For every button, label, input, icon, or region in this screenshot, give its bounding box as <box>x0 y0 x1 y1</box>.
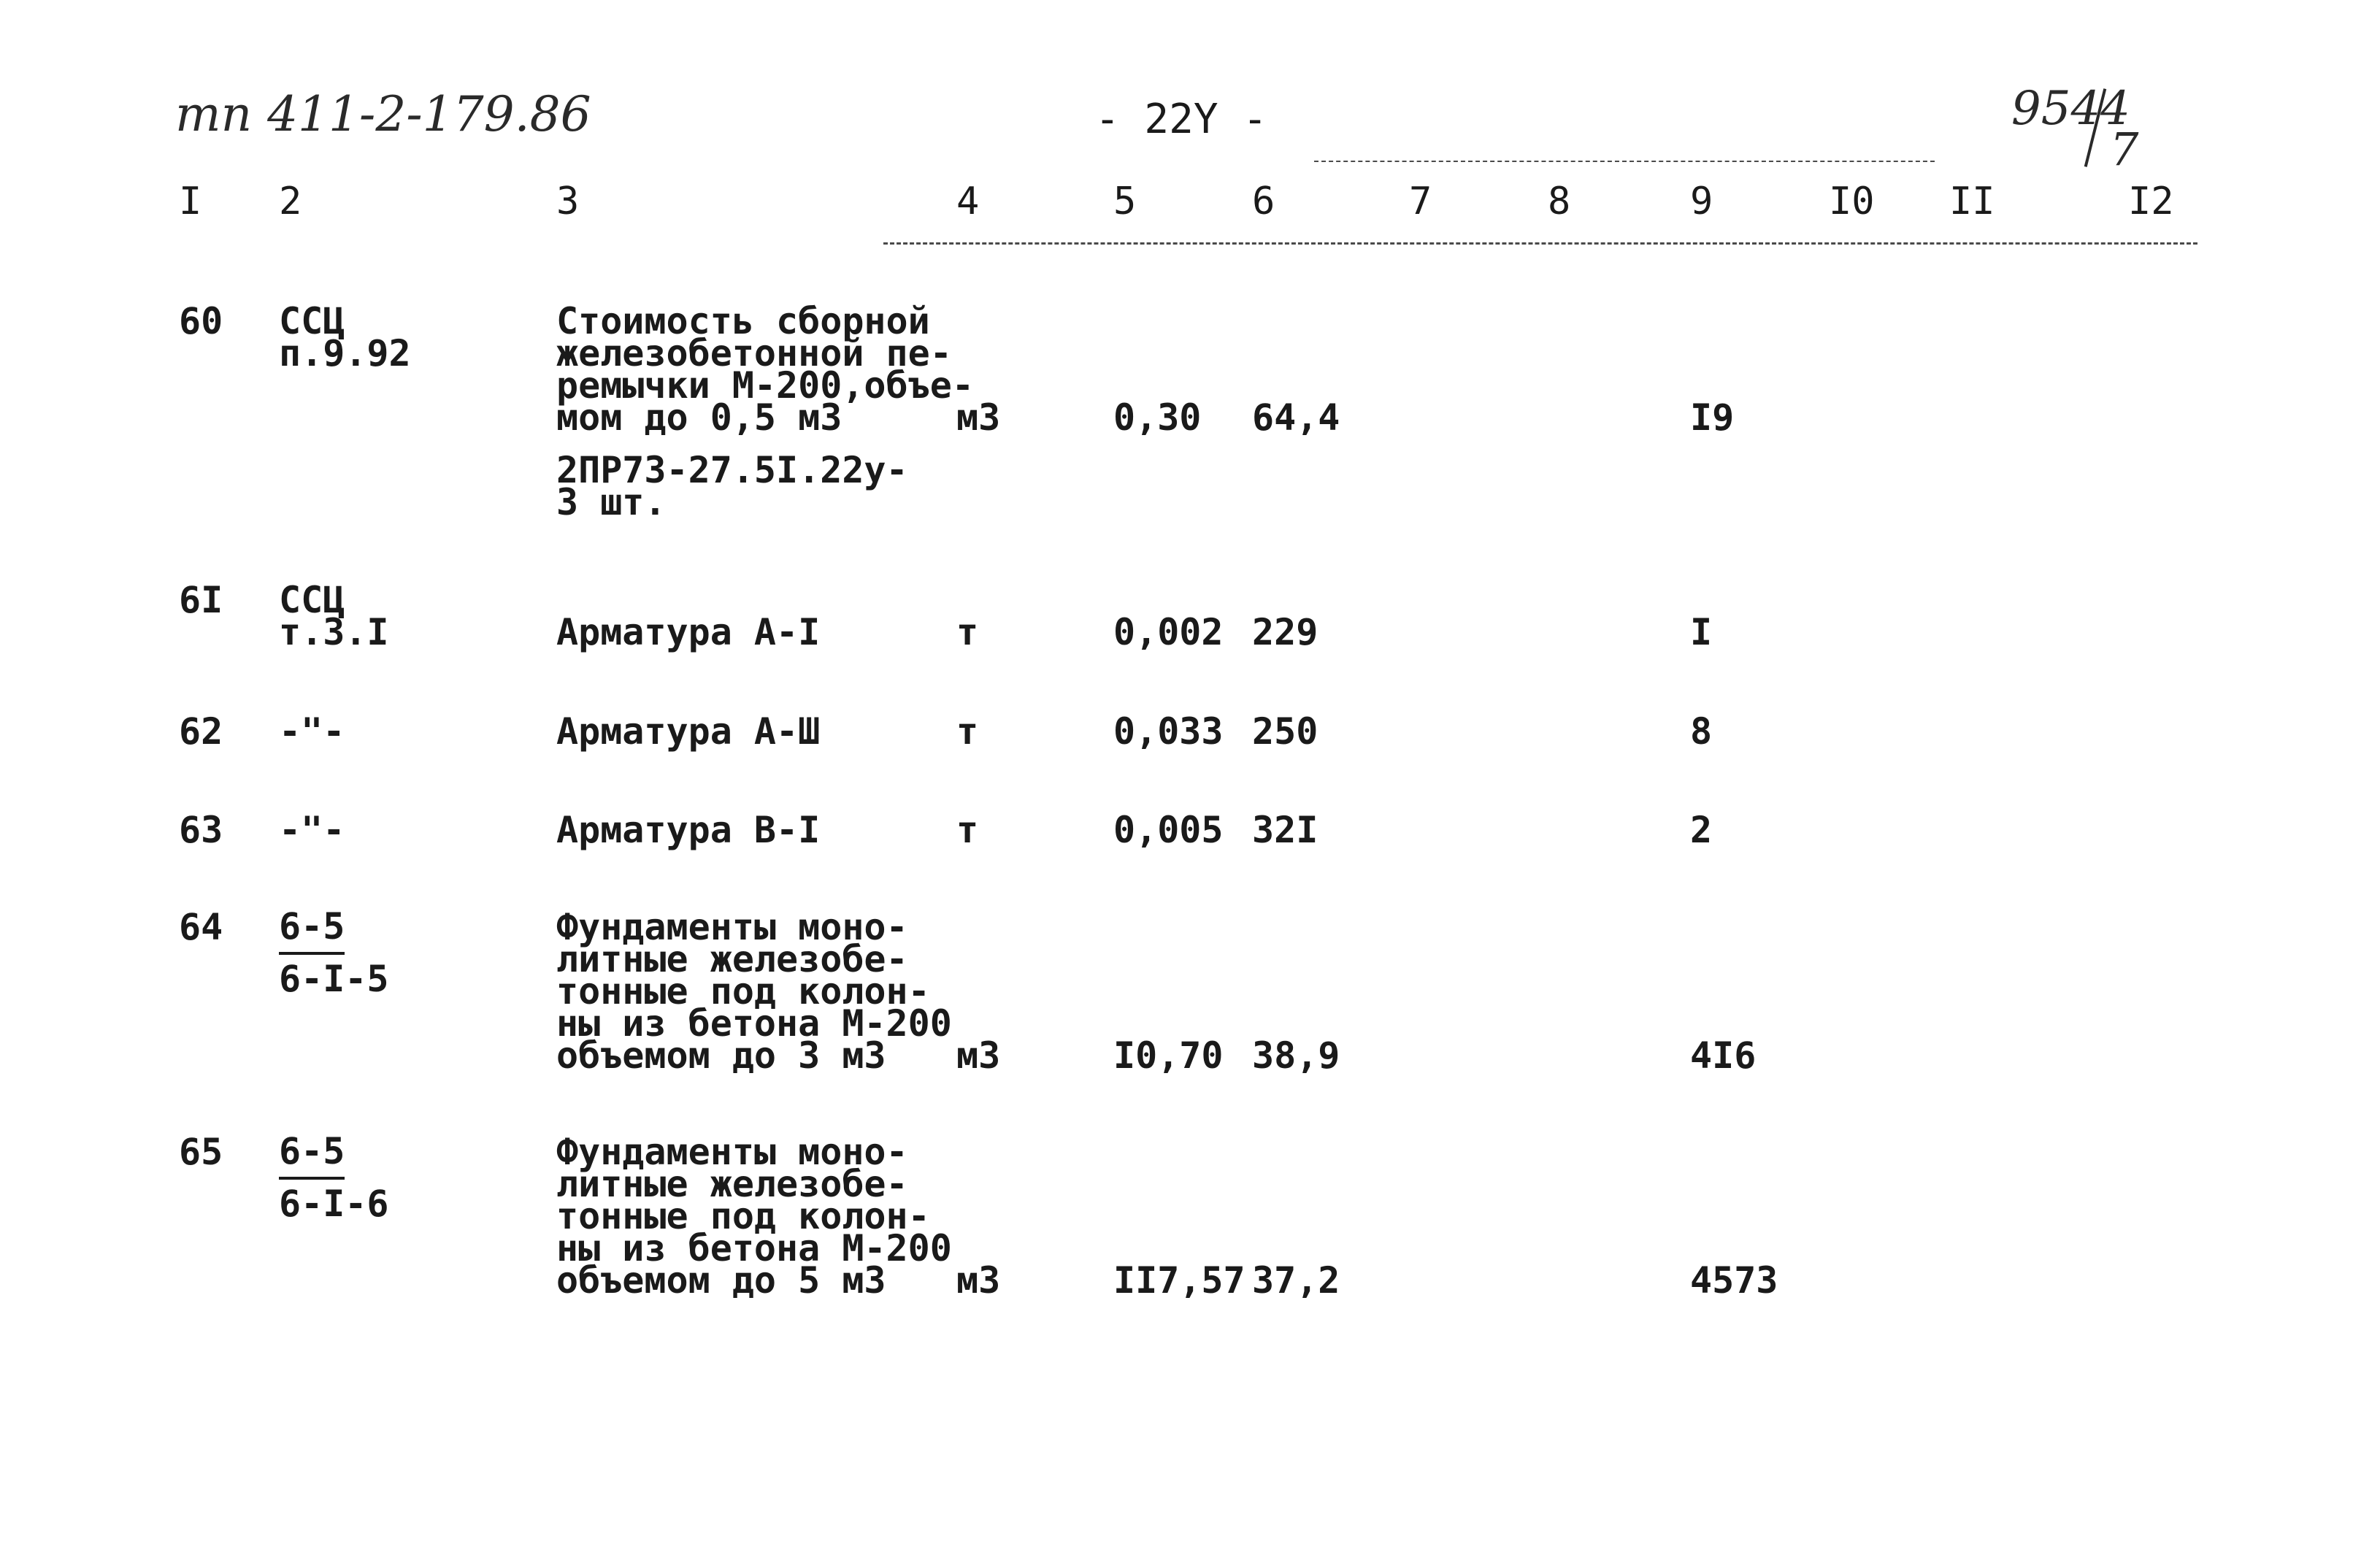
row-description: железобетонной пе- <box>556 332 952 374</box>
row-quantity: 0,30 <box>1113 396 1202 439</box>
row-description: Арматура А-Ш <box>556 710 821 753</box>
row-code-fraction <box>279 1127 389 1228</box>
row-code-fraction <box>279 902 389 1003</box>
col-num-8: 8 <box>1548 180 1571 223</box>
sheet-number: 9544 <box>2011 82 2130 136</box>
row-description: объемом до 3 м3 <box>556 1034 886 1077</box>
row-unit: м3 <box>956 1259 1001 1302</box>
col-num-10: I0 <box>1829 180 1875 223</box>
row-description: ремычки М-200,объе- <box>556 364 974 407</box>
row-quantity: I0,70 <box>1113 1034 1224 1077</box>
col-num-5: 5 <box>1113 180 1137 223</box>
row-number: 60 <box>179 300 223 342</box>
row-code: т.3.I <box>279 611 389 653</box>
header-rule-bottom <box>883 242 2197 245</box>
row-code-denominator: 6-I-6 <box>279 1183 389 1225</box>
row-code-denominator: 6-I-5 <box>279 958 389 1000</box>
row-description: литные железобе- <box>556 938 908 980</box>
row-quantity: 0,033 <box>1113 710 1224 753</box>
row-total: 2 <box>1690 809 1713 851</box>
row-unit-price: 64,4 <box>1252 396 1340 439</box>
col-num-2: 2 <box>279 180 302 223</box>
row-unit-price: 229 <box>1252 611 1318 653</box>
row-unit-price: 250 <box>1252 710 1318 753</box>
row-quantity: 0,005 <box>1113 809 1224 851</box>
row-number: 63 <box>179 809 223 851</box>
row-number: 62 <box>179 710 223 753</box>
col-num-4: 4 <box>956 180 980 223</box>
col-num-1: I <box>179 180 202 223</box>
row-description: объемом до 5 м3 <box>556 1259 886 1302</box>
document-code: тп 411-2-179.86 <box>175 86 591 142</box>
col-num-6: 6 <box>1252 180 1275 223</box>
row-note: 3 шт. <box>556 481 667 523</box>
col-num-12: I2 <box>2128 180 2174 223</box>
row-code: п.9.92 <box>279 332 411 374</box>
row-description: мом до 0,5 м3 <box>556 396 842 439</box>
row-description: Арматура В-I <box>556 809 821 851</box>
row-unit: т <box>956 710 979 753</box>
row-description: литные железобе- <box>556 1163 908 1205</box>
row-description: тонные под колон- <box>556 1195 930 1237</box>
row-total: 8 <box>1690 710 1713 753</box>
row-number: 6I <box>179 579 223 621</box>
row-total: 4573 <box>1690 1259 1778 1302</box>
col-num-11: II <box>1949 180 1995 223</box>
col-num-3: 3 <box>556 180 580 223</box>
row-code: -"- <box>279 809 345 851</box>
row-code: ССЦ <box>279 300 345 342</box>
row-description: Фундаменты моно- <box>556 1131 908 1173</box>
row-unit: т <box>956 611 979 653</box>
row-description: ны из бетона М-200 <box>556 1227 952 1269</box>
col-num-7: 7 <box>1409 180 1432 223</box>
row-total: 4I6 <box>1690 1034 1757 1077</box>
row-code-numerator: 6-5 <box>279 1127 345 1180</box>
row-unit-price: 37,2 <box>1252 1259 1340 1302</box>
row-unit: м3 <box>956 1034 1001 1077</box>
col-num-9: 9 <box>1690 180 1713 223</box>
row-description: Стоимость сборной <box>556 300 930 342</box>
row-note: 2ПР73-27.5I.22у- <box>556 449 908 491</box>
page-number: - 22Y - <box>1095 96 1268 143</box>
row-code: -"- <box>279 710 345 753</box>
row-total: I9 <box>1690 396 1735 439</box>
row-unit-price: 38,9 <box>1252 1034 1340 1077</box>
header-rule-top <box>1314 161 1935 162</box>
row-description: Фундаменты моно- <box>556 906 908 948</box>
sheet-fraction: 7 <box>2110 123 2139 176</box>
row-number: 64 <box>179 906 223 948</box>
row-quantity: 0,002 <box>1113 611 1224 653</box>
row-unit: м3 <box>956 396 1001 439</box>
row-number: 65 <box>179 1131 223 1173</box>
row-unit: т <box>956 809 979 851</box>
row-description: ны из бетона М-200 <box>556 1002 952 1045</box>
row-code-numerator: 6-5 <box>279 902 345 955</box>
row-code: ССЦ <box>279 579 345 621</box>
row-quantity: II7,57 <box>1113 1259 1245 1302</box>
row-description: Арматура А-I <box>556 611 821 653</box>
row-total: I <box>1690 611 1713 653</box>
row-description: тонные под колон- <box>556 970 930 1013</box>
row-unit-price: 32I <box>1252 809 1318 851</box>
